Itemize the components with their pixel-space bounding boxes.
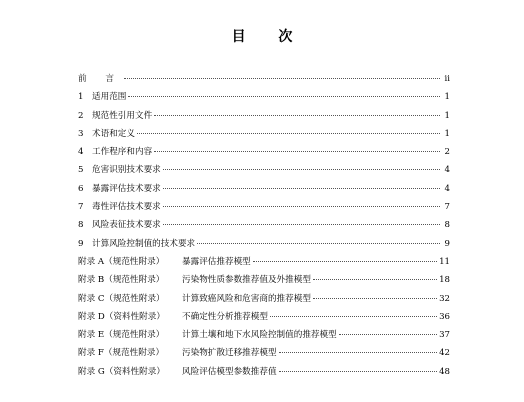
dot-leader	[313, 279, 437, 280]
toc-entry-chapter-5[interactable]	[78, 163, 450, 181]
dot-leader	[163, 206, 440, 207]
toc-chapter-number: 1	[78, 92, 84, 103]
dot-leader	[270, 316, 437, 317]
toc-entry-label: 危害识别技术要求	[92, 165, 161, 176]
dot-leader	[279, 371, 438, 372]
toc-entry-label: 适用范围	[92, 92, 127, 103]
toc-entry-appendix-d[interactable]	[78, 310, 450, 328]
toc-entry-label: 风险评估模型参数推荐值	[182, 366, 277, 377]
toc-chapter-number: 7	[78, 202, 84, 213]
toc-appendix-prefix: 附录 G（资料性附录）	[78, 366, 165, 377]
toc-entry-appendix-f[interactable]	[78, 346, 450, 364]
toc-entry-label: 污染物扩散迁移推荐模型	[182, 348, 277, 359]
toc-appendix-prefix: 附录 F（规范性附录）	[78, 348, 165, 359]
toc-entry-label: 风险表征技术要求	[92, 220, 161, 231]
dot-leader	[163, 188, 440, 189]
toc-page-number: 36	[439, 311, 450, 322]
toc-entry-label: 毒性评估技术要求	[92, 202, 161, 213]
toc-page-number: 4	[444, 165, 450, 176]
toc-page-number: 2	[444, 147, 450, 158]
toc-chapter-number: 4	[78, 147, 84, 158]
dot-leader	[163, 224, 440, 225]
toc-entry-chapter-7[interactable]	[78, 200, 450, 218]
toc-page-number: 1	[444, 128, 450, 139]
toc-page-number: 48	[439, 366, 450, 377]
toc-entry-appendix-b[interactable]	[78, 273, 450, 291]
toc-entry-chapter-9[interactable]	[78, 237, 450, 255]
toc-entry-label: 计算土壤和地下水风险控制值的推荐模型	[182, 330, 337, 341]
toc-page-number: 11	[439, 256, 450, 267]
dot-leader	[197, 243, 440, 244]
dot-leader	[154, 151, 440, 152]
toc-entry-appendix-c[interactable]	[78, 292, 450, 310]
toc-entry-label: 规范性引用文件	[92, 110, 153, 121]
toc-page-number: 1	[444, 110, 450, 121]
dot-leader	[339, 334, 437, 335]
toc-page-number: 9	[444, 238, 450, 249]
toc-page-number: 8	[444, 220, 450, 231]
toc-chapter-number: 6	[78, 183, 84, 194]
page-title: 目 次	[231, 29, 307, 45]
toc-appendix-prefix: 附录 B（规范性附录）	[78, 275, 165, 286]
toc-page-number: ii	[444, 74, 450, 84]
toc-entry-chapter-3[interactable]	[78, 127, 450, 145]
toc-entry-label: 计算致癌风险和危害商的推荐模型	[182, 293, 311, 304]
toc-entry-label: 术语和定义	[92, 128, 135, 139]
toc-page-number: 37	[439, 330, 450, 341]
toc-entry-chapter-6[interactable]	[78, 182, 450, 200]
dot-leader	[154, 115, 440, 116]
toc-chapter-number: 2	[78, 110, 84, 121]
dot-leader	[163, 169, 440, 170]
toc-entry-appendix-a[interactable]	[78, 255, 450, 273]
toc-entry-appendix-e[interactable]	[78, 328, 450, 346]
toc-page-number: 4	[444, 183, 450, 194]
toc-entry-chapter-1[interactable]	[78, 90, 450, 108]
toc-entry-label: 污染物性质参数推荐值及外推模型	[182, 275, 311, 286]
toc-appendix-prefix: 附录 E（规范性附录）	[78, 330, 165, 341]
toc-entry-label: 前 言	[78, 74, 122, 84]
toc-chapter-number: 8	[78, 220, 84, 231]
toc-entry-chapter-4[interactable]	[78, 145, 450, 163]
dot-leader	[253, 261, 437, 262]
toc-chapter-number: 3	[78, 128, 84, 139]
toc-page-number: 7	[444, 202, 450, 213]
toc-entry-label: 暴露评估推荐模型	[182, 256, 251, 267]
toc-entry-label: 暴露评估技术要求	[92, 183, 161, 194]
toc-page-number: 18	[439, 275, 450, 286]
toc-page-number: 42	[439, 348, 450, 359]
dot-leader	[128, 96, 440, 97]
toc-page-number: 1	[444, 92, 450, 103]
dot-leader	[124, 78, 440, 79]
toc-entry-appendix-g[interactable]	[78, 365, 450, 383]
toc-entry-preface[interactable]	[78, 72, 450, 90]
toc-page-number: 32	[439, 293, 450, 304]
toc-appendix-prefix: 附录 A（规范性附录）	[78, 256, 165, 267]
toc-entry-chapter-8[interactable]	[78, 218, 450, 236]
toc-entry-chapter-2[interactable]	[78, 109, 450, 127]
dot-leader	[279, 352, 438, 353]
dot-leader	[313, 298, 437, 299]
toc-chapter-number: 5	[78, 165, 84, 176]
dot-leader	[137, 133, 440, 134]
toc-entry-label: 不确定性分析推荐模型	[182, 311, 268, 322]
toc-appendix-prefix: 附录 D（资料性附录）	[78, 311, 165, 322]
toc-chapter-number: 9	[78, 238, 84, 249]
toc-entry-label: 工作程序和内容	[92, 147, 153, 158]
toc-appendix-prefix: 附录 C（规范性附录）	[78, 293, 165, 304]
table-of-contents	[78, 72, 450, 383]
toc-entry-label: 计算风险控制值的技术要求	[92, 238, 196, 249]
